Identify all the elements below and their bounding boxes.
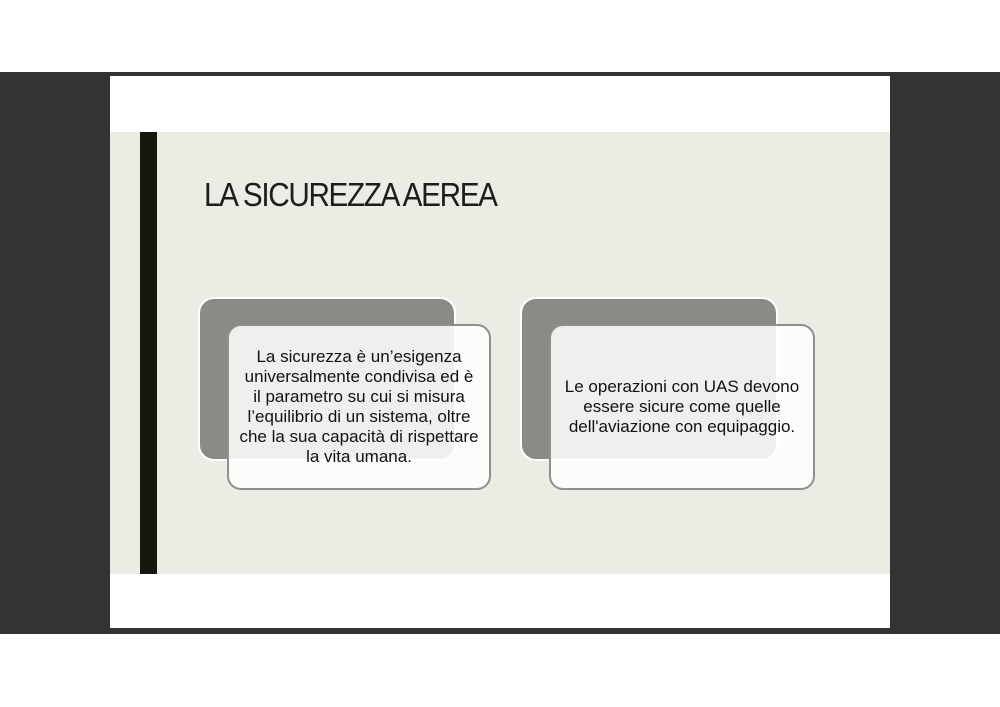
card-1-text: La sicurezza è un’esigenza universalmente condivisa ed è il parametro su cui si misura l’equilibrio di un sistema, oltre che la sua capacità di rispettare la vita umana. [239,347,479,466]
slide [110,76,890,628]
slide-accent-bar [140,132,157,574]
card-2-text: Le operazioni con UAS devono essere sicure come quelle dell'aviazione con equipaggio. [564,377,800,436]
presentation-viewer [0,72,1000,634]
card-2 [549,324,815,490]
slide-title: LA SICUREZZA AEREA [204,176,497,213]
card-1 [227,324,491,490]
